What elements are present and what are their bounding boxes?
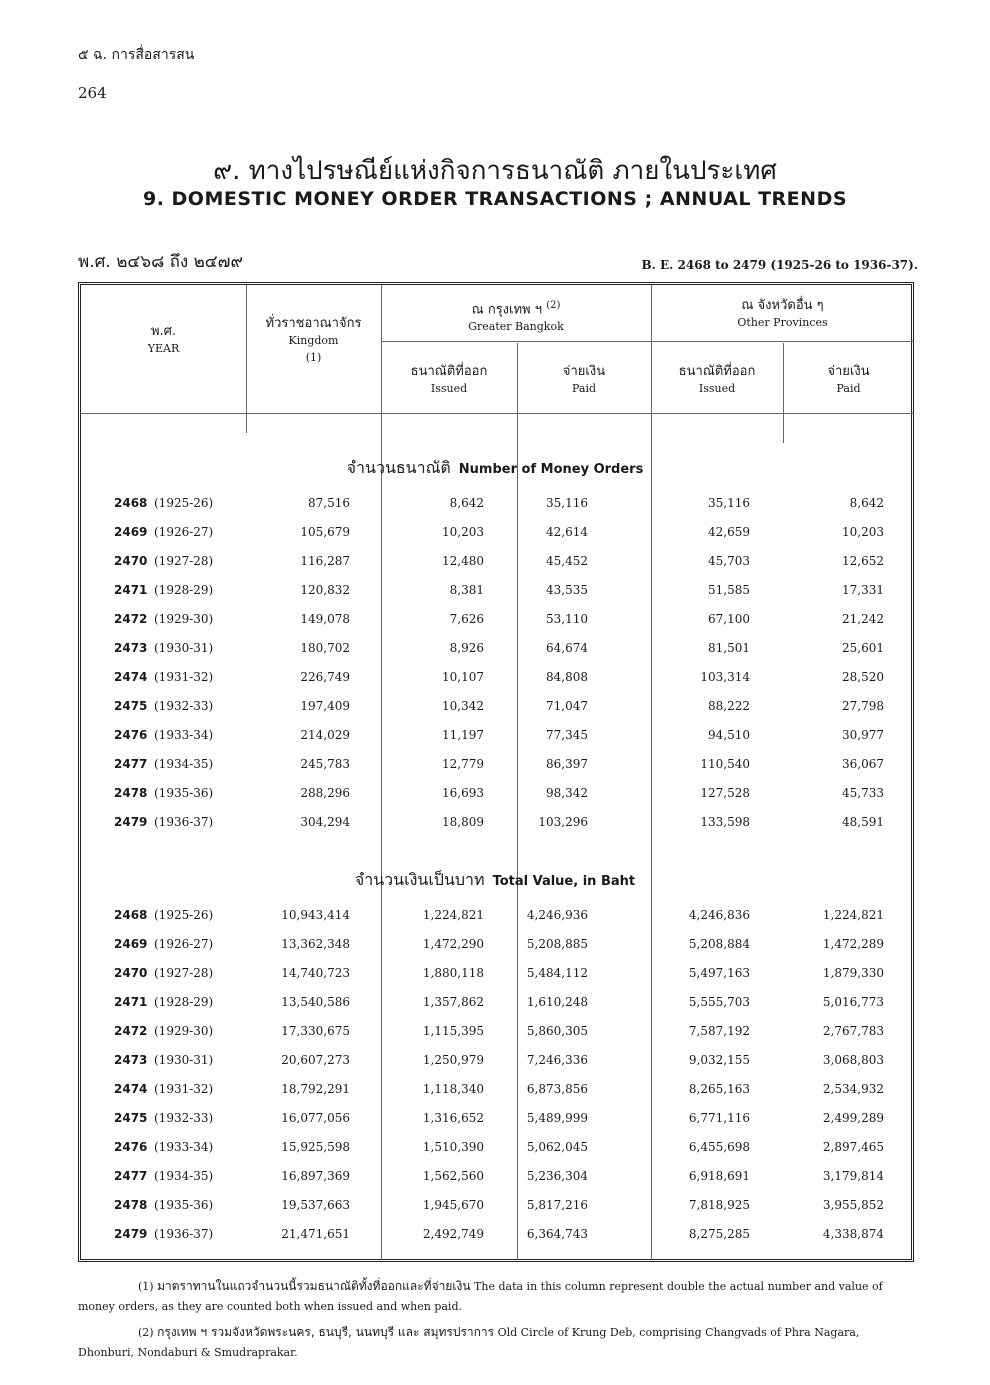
cell-provinces-paid: 2,767,783: [822, 1024, 884, 1038]
cell-provinces-paid: 5,016,773: [822, 995, 884, 1009]
cell-fiscal-year: (1935-36): [154, 1198, 214, 1212]
cell-year: 2472: [114, 612, 148, 626]
cell-fiscal-year: (1934-35): [154, 1169, 214, 1183]
title-english: 9. DOMESTIC MONEY ORDER TRANSACTIONS ; ANNUAL TRENDS: [142, 188, 848, 210]
cell-bangkok-paid: 45,452: [546, 554, 588, 568]
cell-fiscal-year: (1932-33): [154, 699, 214, 713]
cell-fiscal-year: (1928-29): [154, 995, 214, 1009]
table-row: [80, 757, 912, 777]
title-thai: ๙. ทางไปรษณีย์แห่งกิจการธนาณัติ ภายในประเทศ: [213, 156, 777, 186]
cell-kingdom: 116,287: [300, 554, 350, 568]
cell-fiscal-year: (1925-26): [154, 908, 214, 922]
section-title-value: จำนวนเงินเป็นบาท Total Value, in Baht: [354, 870, 636, 889]
cell-provinces-issued: 8,275,285: [688, 1227, 750, 1241]
cell-year: 2469: [114, 525, 148, 539]
cell-kingdom: 120,832: [300, 583, 350, 597]
cell-provinces-paid: 8,642: [849, 496, 884, 510]
header-bkk-issued: ธนาณัติที่ออก Issued: [410, 364, 488, 395]
cell-provinces-issued: 51,585: [708, 583, 750, 597]
cell-bangkok-issued: 11,197: [442, 728, 484, 742]
table-row: [80, 1198, 912, 1218]
cell-fiscal-year: (1927-28): [154, 966, 214, 980]
cell-bangkok-paid: 6,873,856: [526, 1082, 588, 1096]
cell-bangkok-issued: 1,945,670: [422, 1198, 484, 1212]
cell-bangkok-issued: 1,357,862: [422, 995, 484, 1009]
cell-bangkok-issued: 1,880,118: [422, 966, 484, 980]
cell-fiscal-year: (1936-37): [154, 1227, 214, 1241]
cell-year: 2469: [114, 937, 148, 951]
cell-provinces-paid: 4,338,874: [822, 1227, 884, 1241]
cell-kingdom: 19,537,663: [281, 1198, 350, 1212]
cell-bangkok-paid: 6,364,743: [526, 1227, 588, 1241]
date-range-thai: พ.ศ. ๒๔๖๘ ถึง ๒๔๗๙: [78, 252, 243, 272]
cell-provinces-issued: 4,246,836: [688, 908, 750, 922]
header-divider: [381, 341, 914, 342]
cell-provinces-paid: 3,955,852: [822, 1198, 884, 1212]
table-row: [80, 1082, 912, 1102]
cell-fiscal-year: (1933-34): [154, 728, 214, 742]
header-bottom-rule: [81, 413, 914, 414]
cell-provinces-paid: 27,798: [842, 699, 884, 713]
cell-fiscal-year: (1930-31): [154, 1053, 214, 1067]
cell-provinces-issued: 67,100: [708, 612, 750, 626]
cell-bangkok-issued: 12,779: [442, 757, 484, 771]
cell-year: 2473: [114, 1053, 148, 1067]
cell-bangkok-issued: 18,809: [442, 815, 484, 829]
cell-fiscal-year: (1933-34): [154, 1140, 214, 1154]
cell-bangkok-issued: 1,510,390: [422, 1140, 484, 1154]
cell-fiscal-year: (1935-36): [154, 786, 214, 800]
cell-bangkok-issued: 8,381: [449, 583, 484, 597]
cell-bangkok-issued: 12,480: [442, 554, 484, 568]
cell-provinces-issued: 103,314: [700, 670, 750, 684]
cell-provinces-paid: 3,068,803: [822, 1053, 884, 1067]
table-row: [80, 966, 912, 986]
cell-provinces-paid: 2,499,289: [822, 1111, 884, 1125]
cell-fiscal-year: (1929-30): [154, 1024, 214, 1038]
table-row: [80, 496, 912, 516]
cell-provinces-paid: 30,977: [842, 728, 884, 742]
table-row: [80, 1024, 912, 1044]
cell-fiscal-year: (1927-28): [154, 554, 214, 568]
cell-provinces-paid: 10,203: [842, 525, 884, 539]
cell-bangkok-issued: 8,926: [449, 641, 484, 655]
cell-provinces-issued: 7,818,925: [688, 1198, 750, 1212]
table-row: [80, 786, 912, 806]
cell-bangkok-paid: 84,808: [546, 670, 588, 684]
cell-provinces-issued: 9,032,155: [688, 1053, 750, 1067]
cell-bangkok-paid: 5,236,304: [526, 1169, 588, 1183]
cell-provinces-paid: 17,331: [842, 583, 884, 597]
date-range-english: B. E. 2468 to 2479 (1925-26 to 1936-37).: [641, 258, 918, 272]
footnote-1: (1) มาตราทานในแถวจำนวนนี้รวมธนาณัติทั้งที่ออกและที่จ่ายเงิน The data in this column represent double the actual number and value of money orders, as they are counted both when issued and when paid.: [78, 1279, 883, 1313]
cell-provinces-issued: 133,598: [700, 815, 750, 829]
cell-year: 2477: [114, 757, 148, 771]
table-row: [80, 728, 912, 748]
cell-kingdom: 13,540,586: [281, 995, 350, 1009]
cell-bangkok-issued: 1,472,290: [422, 937, 484, 951]
header-prov-paid: จ่ายเงิน Paid: [827, 364, 870, 395]
cell-provinces-issued: 5,555,703: [688, 995, 750, 1009]
cell-fiscal-year: (1926-27): [154, 937, 214, 951]
table-row: [80, 641, 912, 661]
cell-kingdom: 15,925,598: [281, 1140, 350, 1154]
cell-year: 2470: [114, 554, 148, 568]
cell-provinces-paid: 2,534,932: [822, 1082, 884, 1096]
table-row: [80, 554, 912, 574]
cell-kingdom: 214,029: [300, 728, 350, 742]
cell-bangkok-issued: 1,562,560: [422, 1169, 484, 1183]
cell-provinces-paid: 45,733: [842, 786, 884, 800]
cell-kingdom: 105,679: [300, 525, 350, 539]
cell-provinces-paid: 12,652: [842, 554, 884, 568]
cell-year: 2474: [114, 670, 148, 684]
cell-kingdom: 87,516: [308, 496, 350, 510]
cell-provinces-issued: 6,455,698: [688, 1140, 750, 1154]
cell-year: 2478: [114, 1198, 148, 1212]
cell-bangkok-paid: 5,489,999: [526, 1111, 588, 1125]
cell-bangkok-paid: 5,817,216: [526, 1198, 588, 1212]
cell-kingdom: 149,078: [300, 612, 350, 626]
cell-bangkok-issued: 10,342: [442, 699, 484, 713]
cell-kingdom: 288,296: [300, 786, 350, 800]
cell-bangkok-paid: 103,296: [538, 815, 588, 829]
cell-fiscal-year: (1932-33): [154, 1111, 214, 1125]
cell-bangkok-paid: 4,246,936: [526, 908, 588, 922]
cell-year: 2473: [114, 641, 148, 655]
cell-provinces-issued: 5,208,884: [688, 937, 750, 951]
cell-bangkok-issued: 16,693: [442, 786, 484, 800]
cell-provinces-paid: 2,897,465: [822, 1140, 884, 1154]
cell-kingdom: 17,330,675: [281, 1024, 350, 1038]
cell-provinces-paid: 36,067: [842, 757, 884, 771]
footnote-2: (2) กรุงเทพ ฯ รวมจังหวัดพระนคร, ธนบุรี, นนทบุรี และ สมุทรปราการ Old Circle of Krung Deb, comprising Changvads of Phra Nagara, Dhonburi, Nondaburi & Smudraprakar.: [78, 1325, 860, 1359]
cell-bangkok-paid: 42,614: [546, 525, 588, 539]
header-prov-issued: ธนาณัติที่ออก Issued: [678, 364, 756, 395]
header-year: พ.ศ. YEAR: [147, 324, 180, 355]
cell-bangkok-issued: 1,250,979: [422, 1053, 484, 1067]
cell-bangkok-paid: 98,342: [546, 786, 588, 800]
cell-bangkok-issued: 8,642: [449, 496, 484, 510]
cell-bangkok-paid: 77,345: [546, 728, 588, 742]
cell-kingdom: 21,471,651: [281, 1227, 350, 1241]
cell-bangkok-paid: 43,535: [546, 583, 588, 597]
cell-provinces-issued: 5,497,163: [688, 966, 750, 980]
cell-bangkok-paid: 86,397: [546, 757, 588, 771]
cell-bangkok-paid: 5,208,885: [526, 937, 588, 951]
table-row: [80, 1053, 912, 1073]
header-provinces: ณ จังหวัดอื่น ๆ Other Provinces: [737, 298, 828, 329]
cell-year: 2468: [114, 908, 148, 922]
cell-provinces-paid: 28,520: [842, 670, 884, 684]
cell-provinces-paid: 1,224,821: [822, 908, 884, 922]
table-row: [80, 995, 912, 1015]
cell-provinces-issued: 127,528: [700, 786, 750, 800]
cell-provinces-issued: 7,587,192: [688, 1024, 750, 1038]
cell-bangkok-paid: 5,062,045: [526, 1140, 588, 1154]
header-bkk-paid: จ่ายเงิน Paid: [562, 364, 606, 395]
cell-fiscal-year: (1925-26): [154, 496, 214, 510]
table-row: [80, 1169, 912, 1189]
cell-year: 2479: [114, 1227, 148, 1241]
cell-kingdom: 16,077,056: [281, 1111, 350, 1125]
table-row: [80, 525, 912, 545]
table-row: [80, 908, 912, 928]
cell-bangkok-paid: 53,110: [546, 612, 588, 626]
cell-kingdom: 245,783: [300, 757, 350, 771]
cell-provinces-issued: 110,540: [700, 757, 750, 771]
table-row: [80, 699, 912, 719]
cell-fiscal-year: (1926-27): [154, 525, 214, 539]
cell-bangkok-issued: 10,107: [442, 670, 484, 684]
cell-bangkok-paid: 71,047: [546, 699, 588, 713]
cell-provinces-paid: 1,472,289: [822, 937, 884, 951]
cell-year: 2479: [114, 815, 148, 829]
cell-provinces-issued: 88,222: [708, 699, 750, 713]
cell-kingdom: 180,702: [300, 641, 350, 655]
cell-kingdom: 13,362,348: [281, 937, 350, 951]
cell-kingdom: 226,749: [300, 670, 350, 684]
cell-fiscal-year: (1931-32): [154, 1082, 214, 1096]
cell-year: 2474: [114, 1082, 148, 1096]
cell-bangkok-paid: 1,610,248: [526, 995, 588, 1009]
cell-bangkok-paid: 5,860,305: [526, 1024, 588, 1038]
cell-year: 2475: [114, 699, 148, 713]
cell-provinces-issued: 6,771,116: [688, 1111, 750, 1125]
cell-bangkok-issued: 2,492,749: [422, 1227, 484, 1241]
cell-year: 2476: [114, 728, 148, 742]
cell-bangkok-issued: 1,118,340: [422, 1082, 484, 1096]
cell-year: 2471: [114, 995, 148, 1009]
cell-bangkok-issued: 7,626: [449, 612, 484, 626]
cell-year: 2478: [114, 786, 148, 800]
page-number: 264: [78, 84, 107, 102]
cell-provinces-paid: 3,179,814: [822, 1169, 884, 1183]
cell-year: 2470: [114, 966, 148, 980]
cell-fiscal-year: (1929-30): [154, 612, 214, 626]
cell-kingdom: 20,607,273: [281, 1053, 350, 1067]
cell-kingdom: 16,897,369: [281, 1169, 350, 1183]
cell-provinces-paid: 25,601: [842, 641, 884, 655]
cell-bangkok-issued: 1,115,395: [422, 1024, 484, 1038]
header-kingdom: ทั่วราชอาณาจักร Kingdom (1): [265, 316, 362, 364]
cell-bangkok-issued: 1,224,821: [422, 908, 484, 922]
cell-bangkok-paid: 7,246,336: [526, 1053, 588, 1067]
cell-provinces-issued: 6,918,691: [688, 1169, 750, 1183]
cell-provinces-paid: 48,591: [842, 815, 884, 829]
section-title-number: จำนวนธนาณัติ Number of Money Orders: [346, 458, 644, 477]
cell-bangkok-issued: 1,316,652: [422, 1111, 484, 1125]
cell-bangkok-paid: 64,674: [546, 641, 588, 655]
cell-provinces-issued: 8,265,163: [688, 1082, 750, 1096]
cell-kingdom: 10,943,414: [281, 908, 350, 922]
cell-provinces-paid: 1,879,330: [822, 966, 884, 980]
cell-fiscal-year: (1931-32): [154, 670, 214, 684]
cell-year: 2476: [114, 1140, 148, 1154]
table-row: [80, 1111, 912, 1131]
cell-kingdom: 197,409: [300, 699, 350, 713]
cell-year: 2475: [114, 1111, 148, 1125]
cell-kingdom: 14,740,723: [281, 966, 350, 980]
cell-fiscal-year: (1934-35): [154, 757, 214, 771]
table-row: [80, 583, 912, 603]
cell-year: 2472: [114, 1024, 148, 1038]
cell-provinces-paid: 21,242: [842, 612, 884, 626]
cell-year: 2468: [114, 496, 148, 510]
cell-bangkok-issued: 10,203: [442, 525, 484, 539]
cell-provinces-issued: 35,116: [708, 496, 750, 510]
cell-fiscal-year: (1936-37): [154, 815, 214, 829]
cell-provinces-issued: 42,659: [708, 525, 750, 539]
table-row: [80, 937, 912, 957]
table-row: [80, 612, 912, 632]
cell-year: 2477: [114, 1169, 148, 1183]
cell-fiscal-year: (1930-31): [154, 641, 214, 655]
cell-bangkok-paid: 35,116: [546, 496, 588, 510]
section-header: ๕ ฉ. การสื่อสารสน: [78, 47, 195, 63]
table-row: [80, 1140, 912, 1160]
cell-bangkok-paid: 5,484,112: [526, 966, 588, 980]
cell-provinces-issued: 45,703: [708, 554, 750, 568]
cell-year: 2471: [114, 583, 148, 597]
table-row: [80, 815, 912, 835]
cell-kingdom: 304,294: [300, 815, 350, 829]
cell-provinces-issued: 94,510: [708, 728, 750, 742]
table-row: [80, 670, 912, 690]
cell-fiscal-year: (1928-29): [154, 583, 214, 597]
header-bangkok: ณ กรุงเทพ ฯ $^{(2)}$ Greater Bangkok: [468, 300, 564, 334]
table-row: [80, 1227, 912, 1247]
cell-provinces-issued: 81,501: [708, 641, 750, 655]
cell-kingdom: 18,792,291: [281, 1082, 350, 1096]
